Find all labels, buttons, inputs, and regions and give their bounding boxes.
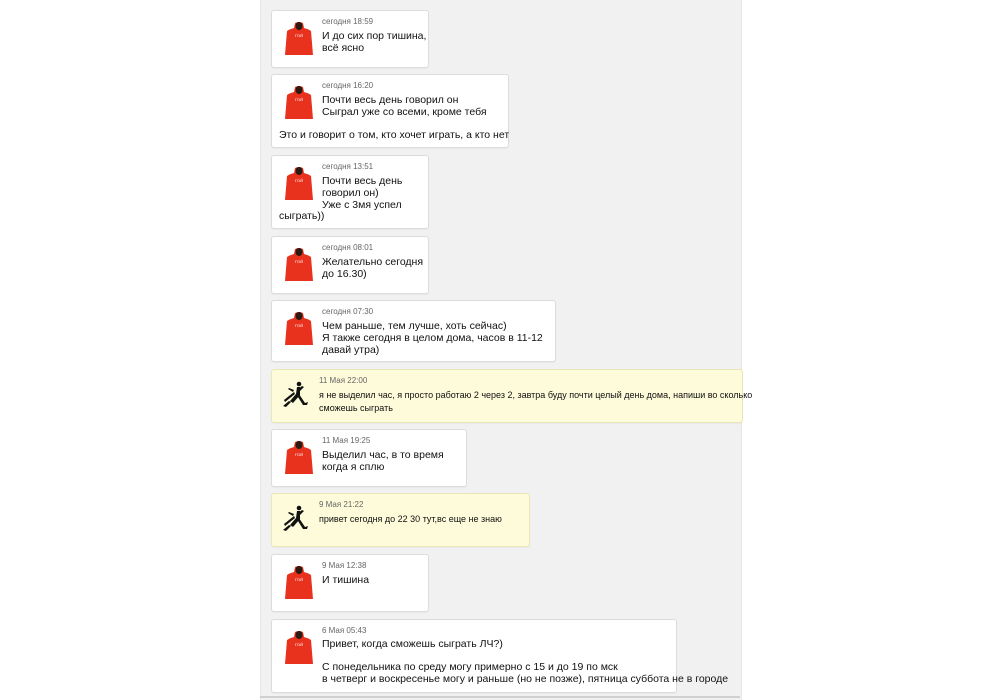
message-time: сегодня 18:59 bbox=[322, 17, 374, 26]
message-time: сегодня 16:20 bbox=[322, 81, 374, 90]
message-card[interactable] bbox=[271, 10, 429, 68]
message-text: Я также сегодня в целом дома, часов в 11-12 bbox=[322, 332, 543, 344]
message-text: говорил он) bbox=[322, 187, 379, 199]
svg-text:ГОЙ: ГОЙ bbox=[295, 259, 303, 264]
message-text: когда я сплю bbox=[322, 461, 385, 473]
red-hoodie-avatar-icon bbox=[284, 630, 314, 666]
jumpman-logo-icon bbox=[280, 380, 312, 412]
message-text: привет сегодня до 22 30 тут,вс еще не знаю bbox=[319, 514, 502, 524]
svg-text:ГОЙ: ГОЙ bbox=[295, 642, 303, 647]
message-text: Привет, когда сможешь сыграть ЛЧ?) bbox=[322, 638, 503, 650]
message-text: Почти весь день bbox=[322, 175, 403, 187]
svg-text:ГОЙ: ГОЙ bbox=[295, 323, 303, 328]
red-hoodie-avatar-icon bbox=[284, 440, 314, 476]
jumpman-logo-icon bbox=[280, 504, 312, 536]
bottom-divider bbox=[260, 696, 740, 698]
message-time: 11 Мая 22:00 bbox=[319, 376, 368, 385]
red-hoodie-avatar-icon bbox=[284, 21, 314, 57]
message-time: 9 Мая 12:38 bbox=[322, 561, 367, 570]
message-text: я не выделил час, я просто работаю 2 через 2, завтра буду почти целый день дома, напиши во сколько bbox=[319, 390, 753, 400]
message-card[interactable] bbox=[271, 236, 429, 294]
message-text: в четверг и воскресенье могу и раньше (но не позже), пятница суббота не в городе bbox=[322, 673, 729, 685]
red-hoodie-avatar-icon bbox=[284, 565, 314, 601]
svg-text:ГОЙ: ГОЙ bbox=[295, 577, 303, 582]
message-card-incoming[interactable] bbox=[271, 369, 753, 423]
message-text: всё ясно bbox=[322, 42, 365, 54]
message-card[interactable] bbox=[271, 429, 467, 487]
message-time: 11 Мая 19:25 bbox=[322, 436, 371, 445]
message-text: Почти весь день говорил он bbox=[322, 94, 459, 106]
message-text: сможешь сыграть bbox=[319, 403, 393, 413]
message-text: до 16.30) bbox=[322, 268, 367, 280]
message-text: давай утра) bbox=[322, 344, 380, 356]
message-text: Выделил час, в то время bbox=[322, 449, 444, 461]
message-text: Уже с 3мя успел bbox=[322, 199, 402, 211]
message-card[interactable] bbox=[271, 300, 556, 362]
message-time: сегодня 13:51 bbox=[322, 162, 374, 171]
red-hoodie-avatar-icon bbox=[284, 247, 314, 283]
message-card-incoming[interactable] bbox=[271, 493, 530, 547]
message-time: 9 Мая 21:22 bbox=[319, 500, 364, 509]
svg-text:ГОЙ: ГОЙ bbox=[295, 33, 303, 38]
message-text: Желательно сегодня bbox=[322, 256, 424, 268]
message-text: С понедельника по среду могу примерно с 15 и до 19 по мск bbox=[322, 661, 618, 673]
message-text: Чем раньше, тем лучше, хоть сейчас) bbox=[322, 320, 507, 332]
message-text: И тишина bbox=[322, 574, 370, 586]
message-card[interactable] bbox=[271, 74, 509, 148]
message-feed[interactable] bbox=[260, 0, 753, 700]
message-text: Это и говорит о том, кто хочет играть, а кто нет bbox=[279, 129, 510, 141]
message-card[interactable] bbox=[271, 554, 429, 612]
svg-text:ГОЙ: ГОЙ bbox=[295, 452, 303, 457]
svg-text:ГОЙ: ГОЙ bbox=[295, 178, 303, 183]
message-text: Сыграл уже со всеми, кроме тебя bbox=[322, 106, 487, 118]
message-text: сыграть)) bbox=[279, 210, 325, 222]
red-hoodie-avatar-icon bbox=[284, 311, 314, 347]
message-time: сегодня 07:30 bbox=[322, 307, 374, 316]
message-time: 6 Мая 05:43 bbox=[322, 626, 367, 635]
svg-text:ГОЙ: ГОЙ bbox=[295, 97, 303, 102]
red-hoodie-avatar-icon bbox=[284, 85, 314, 121]
message-time: сегодня 08:01 bbox=[322, 243, 374, 252]
message-text: И до сих пор тишина, bbox=[322, 30, 427, 42]
message-card[interactable] bbox=[271, 155, 429, 229]
message-card[interactable] bbox=[271, 619, 729, 693]
red-hoodie-avatar-icon bbox=[284, 166, 314, 202]
